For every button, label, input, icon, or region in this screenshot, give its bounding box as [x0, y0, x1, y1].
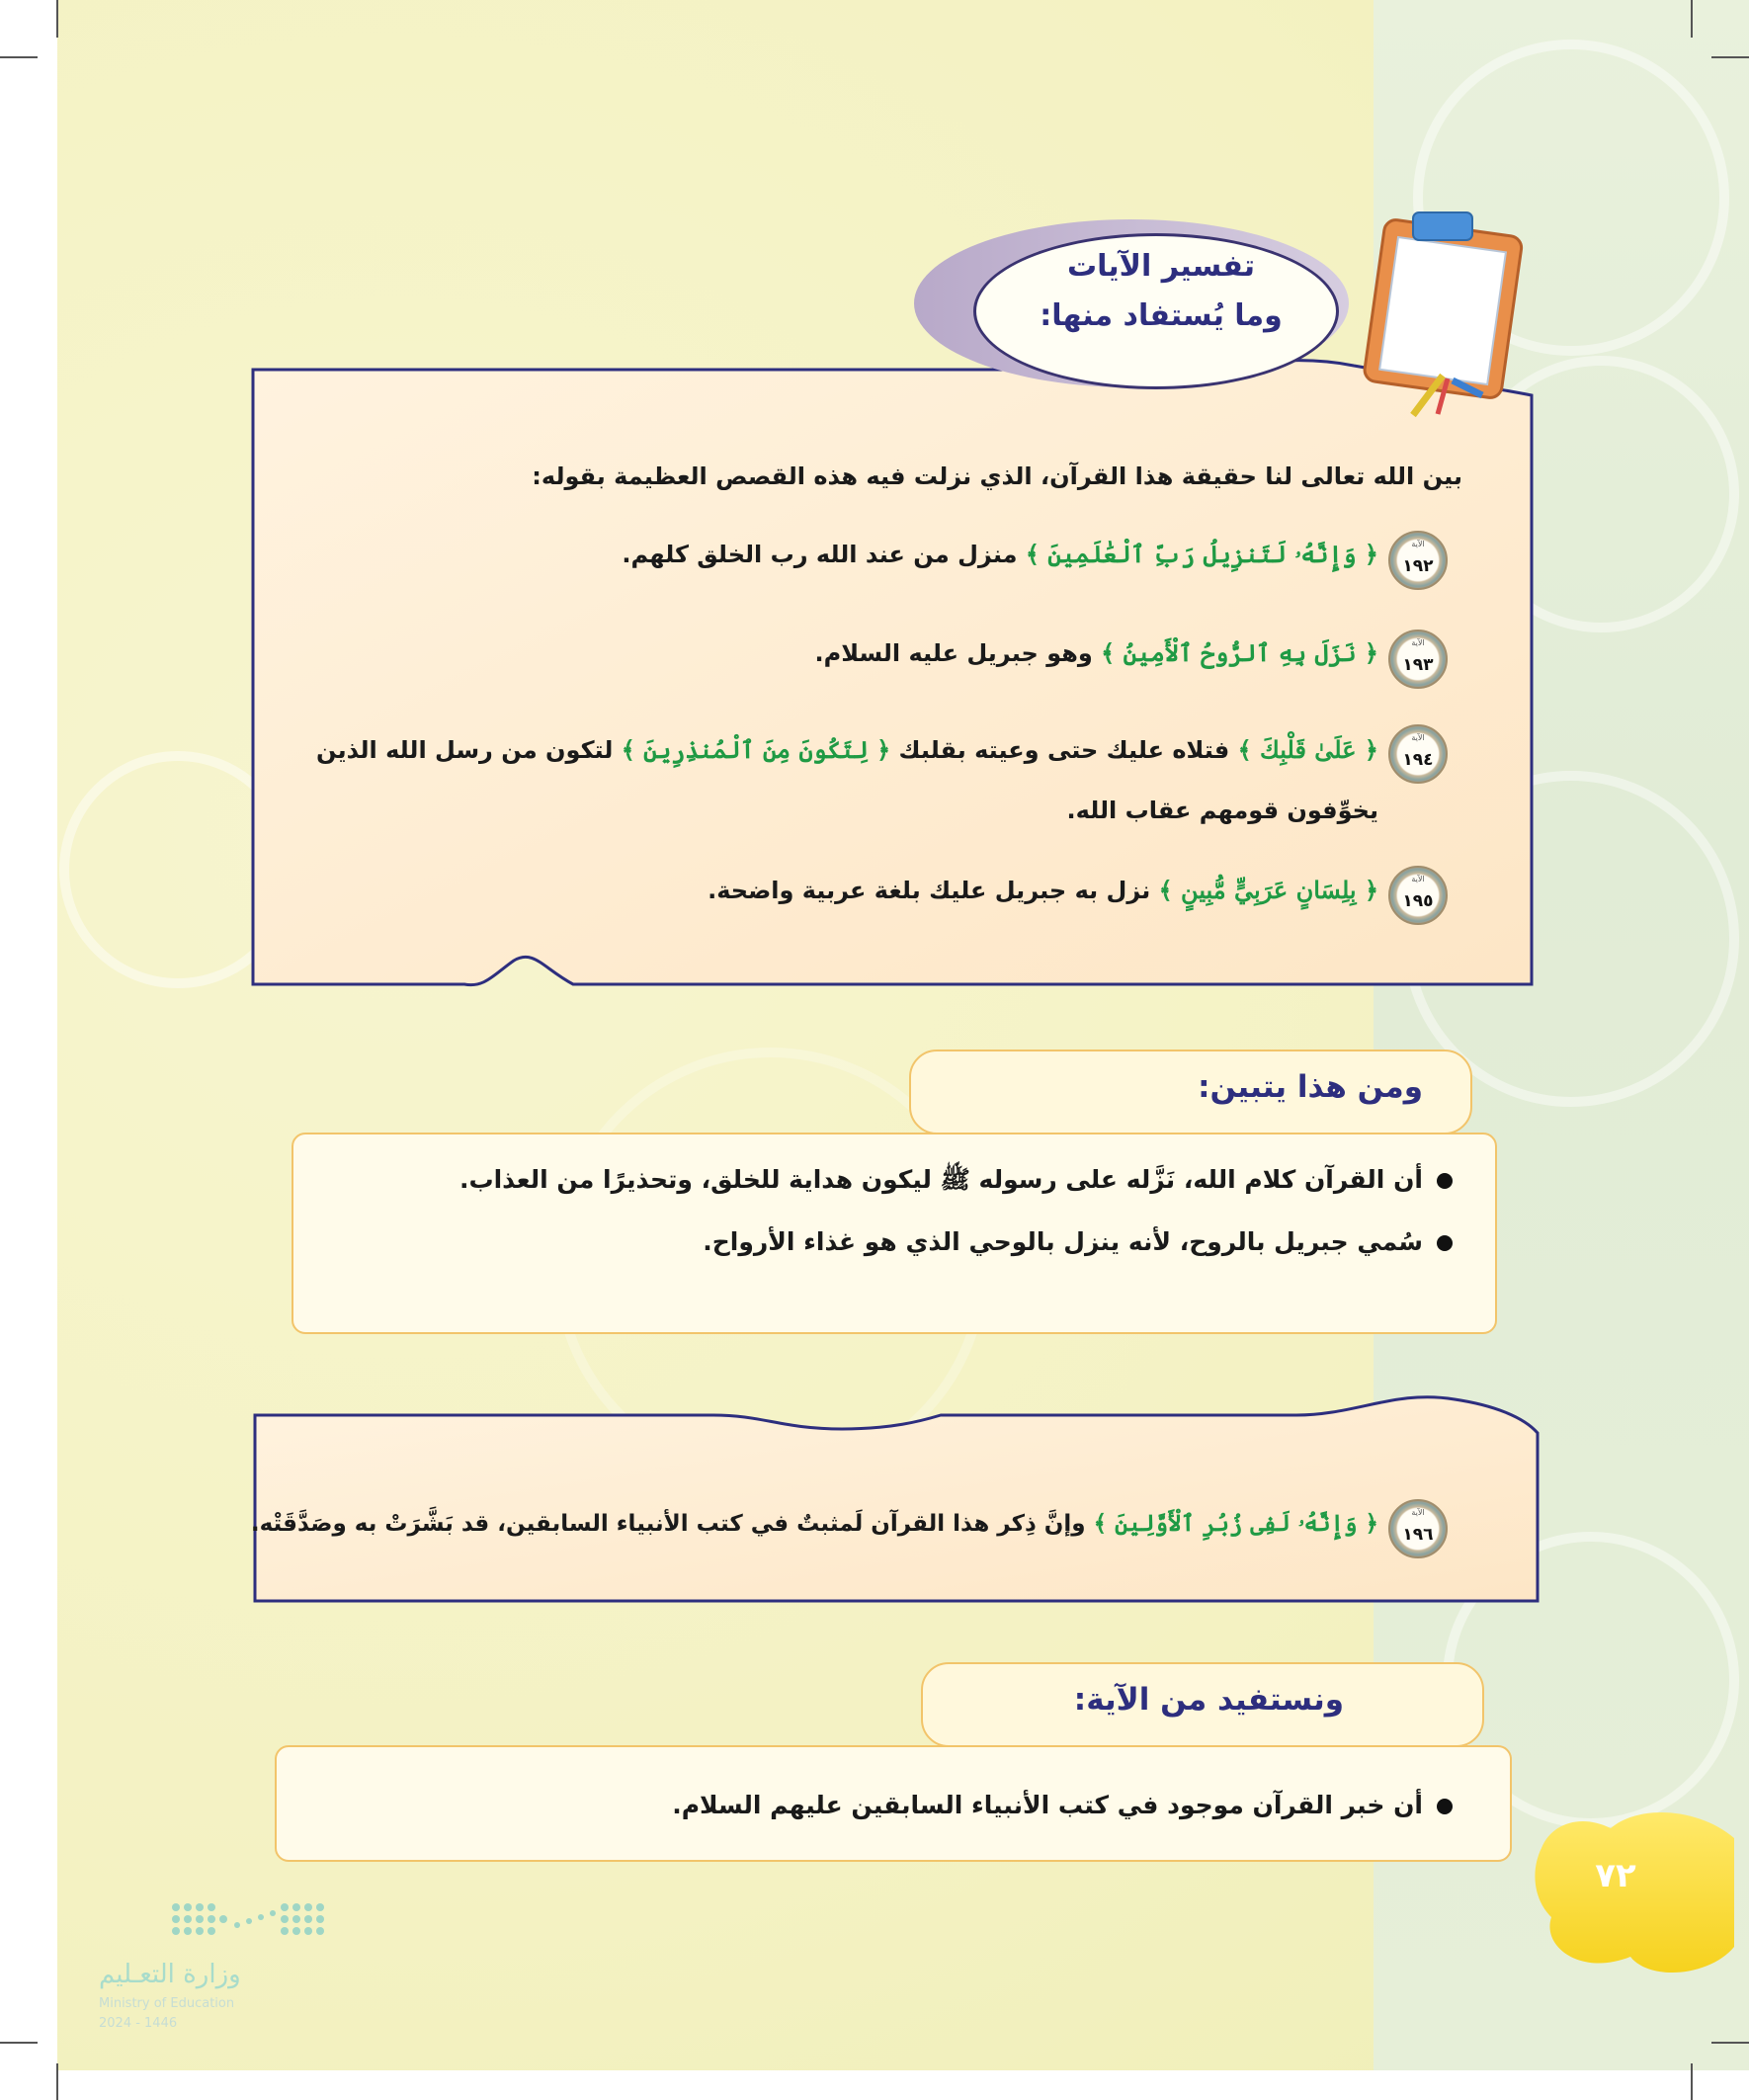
page-number-ornament [1522, 1808, 1739, 1986]
verse-line [267, 638, 1378, 682]
explanation-text: فتلاه عليك حتى وعيته بقلبك [898, 736, 1230, 764]
explanation-text: نزل به جبريل عليك بلغة عربية واضحة. [708, 877, 1151, 904]
verse-line [267, 540, 1378, 583]
bullet-content [672, 1791, 1453, 1819]
crop-mark [56, 2063, 58, 2100]
quran-text: ﴿ لِتَكُونَ مِنَ ٱلْمُنذِرِينَ ﴾ [621, 735, 891, 764]
verse-line [267, 735, 1378, 779]
bullet-item [316, 1791, 1453, 1834]
verse-content [815, 638, 1378, 667]
quran-text: ﴿ وَإِنَّهُۥ لَفِى زُبُرِ ٱلْأَوَّلِينَ ﴾ [1093, 1510, 1378, 1537]
bullet-text: أن خبر القرآن موجود في كتب الأنبياء السابقين عليهم السلام. [672, 1791, 1423, 1819]
badge-number: ١٩٤ [1402, 750, 1434, 770]
crop-mark [1711, 2042, 1749, 2044]
badge-label: الآية [1411, 540, 1425, 548]
verse-line-continued [267, 797, 1378, 836]
badge-number: ١٩٢ [1402, 556, 1434, 576]
badge-label: الآية [1411, 638, 1425, 647]
verse-content [622, 540, 1378, 568]
verse-content [316, 735, 1378, 764]
section-title: ونستفيد من الآية: [1073, 1682, 1344, 1718]
crop-mark [1691, 0, 1693, 38]
bullet-text: سُمي جبريل بالروح، لأنه ينزل بالوحي الذي هو غذاء الأرواح. [703, 1227, 1423, 1256]
intro-text: بين الله تعالى لنا حقيقة هذا القرآن، الذي نزلت فيه هذه القصص العظيمة بقوله: [532, 462, 1462, 490]
verse-number-badge [1388, 1499, 1448, 1558]
badge-number: ١٩٦ [1402, 1525, 1434, 1545]
section-title-line2: وما يُستفاد منها: [1040, 298, 1283, 333]
badge-label: الآية [1411, 875, 1425, 883]
verse-number-badge [1388, 866, 1448, 925]
bullet-item [326, 1227, 1453, 1271]
bullet-content [703, 1227, 1453, 1256]
quran-text: ﴿ نَزَلَ بِهِ ٱلرُّوحُ ٱلْأَمِينُ ﴾ [1101, 638, 1378, 667]
bullet-dot [1437, 1173, 1453, 1189]
verse-number-badge [1388, 531, 1448, 590]
crop-mark [0, 56, 38, 58]
bullet-dot [1437, 1235, 1453, 1251]
crop-mark [0, 2042, 38, 2044]
badge-number: ١٩٥ [1402, 891, 1434, 911]
crop-mark [56, 0, 58, 38]
explanation-text: لتكون من رسل الله الذين [316, 736, 614, 764]
badge-label: الآية [1411, 1508, 1425, 1517]
page-number: ٧٢ [1595, 1856, 1636, 1895]
quran-text: ﴿ بِلِسَانٍ عَرَبِيٍّ مُّبِينٍ ﴾ [1158, 876, 1378, 904]
intro-line [267, 462, 1462, 502]
bullet-dot [1437, 1799, 1453, 1814]
verse-content [708, 876, 1378, 904]
verse-number-badge [1388, 724, 1448, 784]
ministry-name-en: Ministry of Education [99, 1996, 235, 2011]
quran-text: ﴿ عَلَىٰ قَلْبِكَ ﴾ [1237, 735, 1378, 764]
explanation-text: وإنَّ ذِكر هذا القرآن لَمثبتٌ في كتب الأنبياء السابقين، قد بَشَّرَتْ به وصَدَّقَتْه. [250, 1511, 1086, 1537]
section-title-line1: تفسير الآيات [1066, 249, 1255, 284]
crop-mark [1711, 56, 1749, 58]
badge-number: ١٩٣ [1402, 655, 1434, 675]
verse-line [267, 876, 1378, 919]
badge-label: الآية [1411, 733, 1425, 742]
ministry-name-ar: وزارة التعـليم [99, 1960, 241, 1989]
verse-line [250, 1510, 1378, 1554]
bullet-content [459, 1164, 1453, 1201]
edition-year: 2024 - 1446 [99, 2016, 178, 2031]
quran-text: ﴿ وَإِنَّهُۥ لَتَنزِيلُ رَبِّ ٱلْعَٰلَمِينَ ﴾ [1025, 540, 1378, 568]
ministry-logo-icon [168, 1897, 326, 1947]
explanation-text: يخوِّفون قومهم عقاب الله. [1066, 797, 1378, 824]
bullet-text: أن القرآن كلام الله، نَزَّله على رسوله ﷺ ليكون هداية للخلق، وتحذيرًا من العذاب. [458, 1165, 1423, 1194]
clipboard-icon [1354, 203, 1537, 420]
verse-content [251, 1510, 1378, 1537]
explanation-text: منزل من عند الله رب الخلق كلهم. [622, 541, 1018, 568]
verse-panel [249, 1393, 1543, 1606]
verse-number-badge [1388, 630, 1448, 689]
explanation-text: وهو جبريل عليه السلام. [814, 639, 1093, 667]
crop-mark [1691, 2063, 1693, 2100]
bullet-item [326, 1164, 1453, 1208]
section-title: ومن هذا يتبين: [1198, 1069, 1423, 1105]
